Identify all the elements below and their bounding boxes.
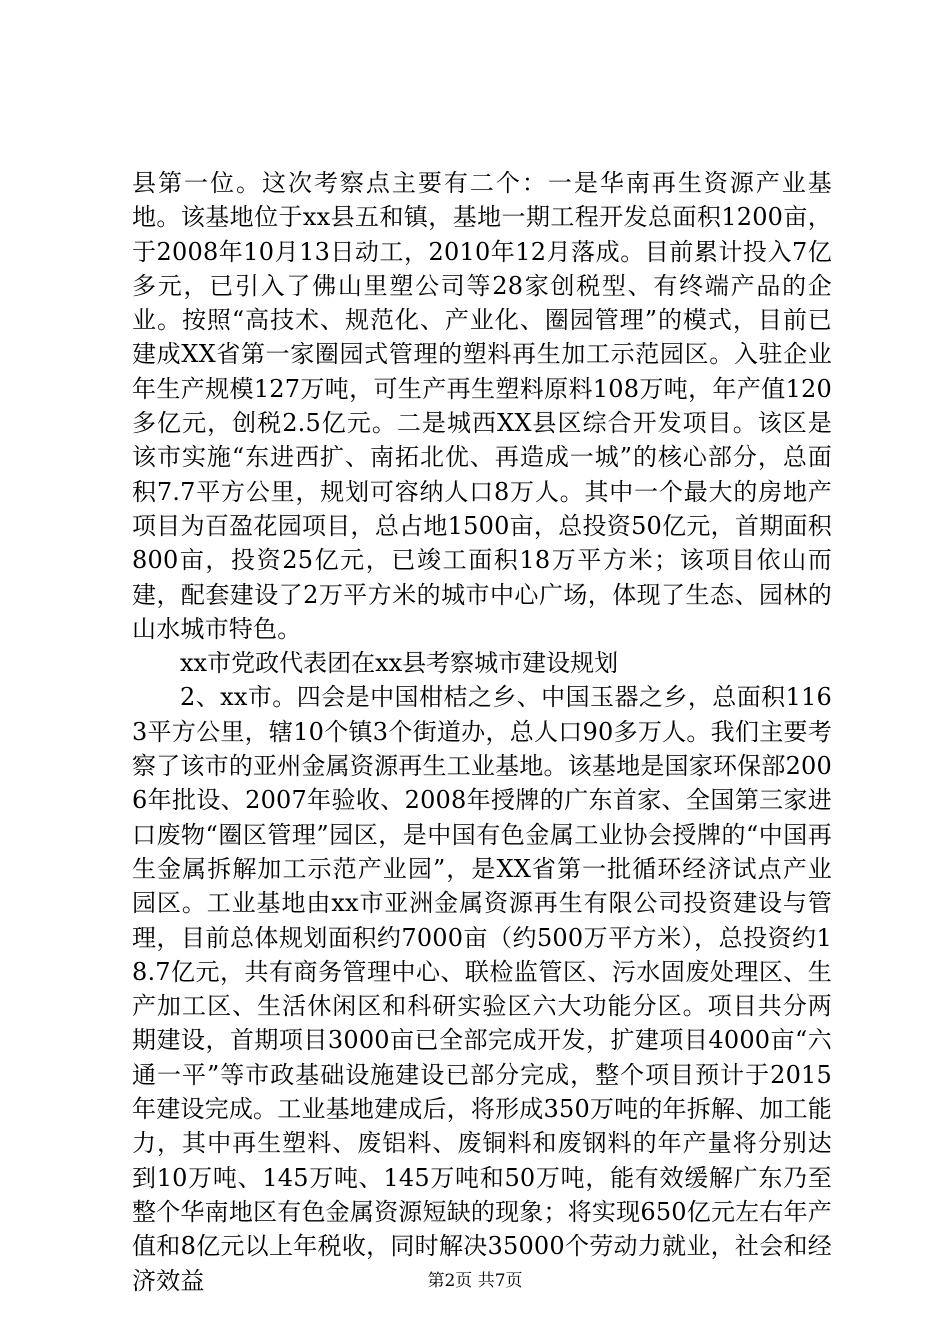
photo-caption: xx市党政代表团在xx县考察城市建设规划 <box>180 649 619 678</box>
paragraph-inspection-sites: 县第一位。这次考察点主要有二个：一是华南再生资源产业基地。该基地位于xx县五和镇，基地一期工程开发总面积1200亩，于2008年10月13日动工，2010年12月落成。目前累计投入7亿多元，已引入了佛山里塑公司等28家创税型、有终端产品的企业。按照“高技术、规范化、产业化、圈园管理”的模式，目前已建成XX省第一家圈园式管理的塑料再生加工示范园区。入驻企业年生产规模127万吨，可生产再生塑料原料108万吨，年产值120多亿元，创税2.5亿元。二是城西XX县区综合开发项目。该区是该市实施“东进西扩、南拓北优、再造成一城”的核心部分，总面积7.7平方公里，规划可容纳人口8万人。其中一个最大的房地产项目为百盈花园项目，总占地1500亩，总投资50亿元，首期面积800亩，投资25亿元，已竣工面积18万平方米；该项目依山而建，配套建设了2万平方米的城市中心广场，体现了生态、园林的山水城市特色。 <box>132 169 832 643</box>
page-footer: 第2页 共7页 <box>427 1271 523 1291</box>
paragraph-sihui-city: 2、xx市。四会是中国柑桔之乡、中国玉器之乡，总面积1163平方公里，辖10个镇3个街道办，总人口90多万人。我们主要考察了该市的亚州金属资源再生工业基地。该基地是国家环保部2006年批设、2007年验收、2008年授牌的广东首家、全国第三家进口废物“圈区管理”园区，是中国有色金属工业协会授牌的“中国再生金属拆解加工示范产业园”，是XX省第一批循环经济试点产业园区。工业基地由xx市亚洲金属资源再生有限公司投资建设与管理，目前总体规划面积约7000亩（约500万平方米），总投资约18.7亿元，共有商务管理中心、联检监管区、污水固废处理区、生产加工区、生活休闲区和科研实验区六大功能分区。项目共分两期建设，首期项目3000亩已全部完成开发，扩建项目4000亩“六通一平”等市政基础设施建设已部分完成，整个项目预计于2015年建设完成。工业基地建成后，将形成350万吨的年拆解、加工能力，其中再生塑料、废铝料、废铜料和废钢料的年产量将分别达到10万吨、145万吨、145万吨和50万吨，能有效缓解广东乃至整个华南地区有色金属资源短缺的现象；将实现650亿元左右年产值和8亿元以上年税收，同时解决35000个劳动力就业，社会和经济效益 <box>132 683 832 1295</box>
body-text <box>132 166 832 1298</box>
